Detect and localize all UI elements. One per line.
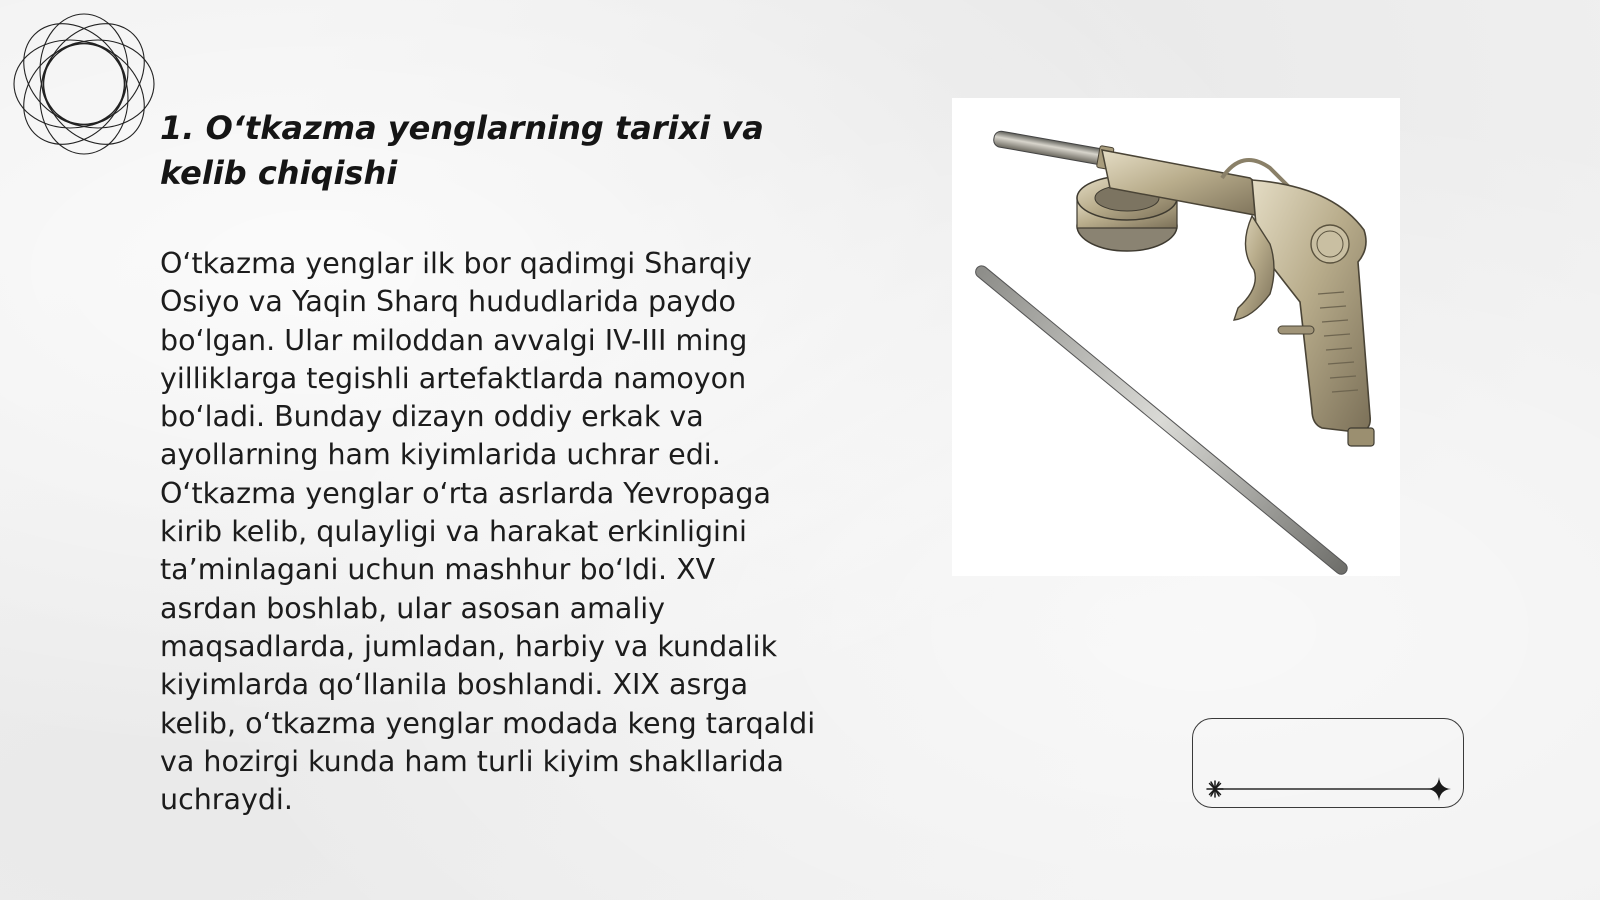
slide-body-text: O‘tkazma yenglar ilk bor qadimgi Sharqiy Osiyo va Yaqin Sharq hududlarida paydo bo‘lgan. Ular miloddan avvalgi IV-III ming yilliklarga tegishli artefaktlarda namoyon bo‘ladi. Bunday dizayn oddiy erkak va ayollarning ham kiyimlarida uchrar edi. O‘tkazma yenglar o‘rta asrlarda Yevropaga kirib kelib, qulayligi va harakat erkinligini ta’minlagani uchun mashhur bo‘ldi. XV asrdan boshlab, ular asosan amaliy maqsadlarda, jumladan, harbiy va kundalik kiyimlarda qo‘llanila boshlandi. XIX asrga kelib, o‘tkazma yenglar modada keng tarqaldi va hozirgi kunda ham turli kiyim shakllarida uchraydi.	[160, 247, 816, 817]
decorative-frame	[1192, 718, 1464, 808]
ornament-ring	[40, 14, 128, 126]
slide-title: 1. O‘tkazma yenglarning tarixi va kelib chiqishi	[160, 109, 764, 192]
ornament-ring	[14, 40, 126, 128]
spray-gun-image	[952, 98, 1400, 576]
line-with-stars-icon	[1193, 719, 1465, 809]
ornament-ring	[40, 42, 128, 154]
circle-spirograph-icon	[10, 10, 158, 158]
ornament-ring	[42, 40, 154, 128]
spray-gun-icon	[952, 98, 1400, 576]
